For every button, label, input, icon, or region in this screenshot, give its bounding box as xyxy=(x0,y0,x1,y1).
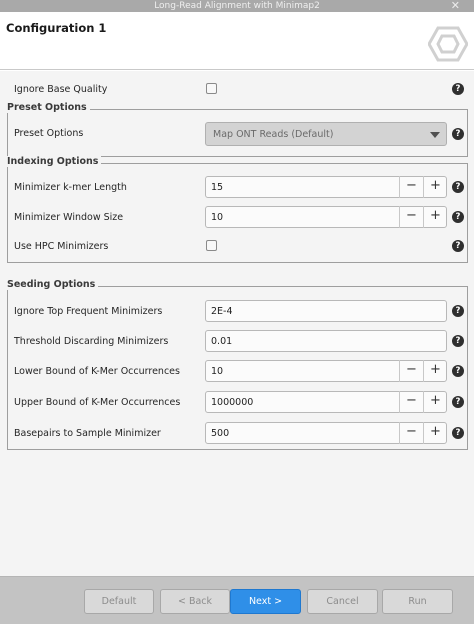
decrement-button[interactable]: − xyxy=(399,391,423,413)
lower-bound-row xyxy=(0,360,474,384)
help-icon[interactable]: ? xyxy=(452,305,464,317)
increment-button[interactable]: + xyxy=(423,391,447,413)
basepairs-row xyxy=(0,422,474,446)
cancel-button[interactable]: Cancel xyxy=(307,589,378,614)
help-icon[interactable]: ? xyxy=(452,128,464,140)
lower-bound-spinbox[interactable] xyxy=(205,360,447,382)
preset-options-select[interactable] xyxy=(205,122,447,146)
upper-bound-value: 1000000 xyxy=(211,397,254,408)
basepairs-value: 500 xyxy=(211,428,230,439)
preset-options-legend: Preset Options xyxy=(7,102,90,113)
minimizer-window-label: Minimizer Window Size xyxy=(14,212,124,223)
decrement-button[interactable]: − xyxy=(399,206,423,228)
run-button[interactable]: Run xyxy=(382,589,453,614)
chevron-down-icon xyxy=(430,132,440,138)
increment-button[interactable]: + xyxy=(423,176,447,198)
title-bar xyxy=(0,0,474,12)
decrement-button[interactable]: − xyxy=(399,360,423,382)
lower-bound-label: Lower Bound of K-Mer Occurrences xyxy=(14,366,180,377)
help-icon[interactable]: ? xyxy=(452,396,464,408)
close-icon[interactable]: ✕ xyxy=(450,0,460,12)
threshold-row xyxy=(0,330,474,354)
ignore-base-quality-row xyxy=(0,78,474,102)
increment-button[interactable]: + xyxy=(423,206,447,228)
hexagon-logo-icon xyxy=(428,26,468,62)
back-button[interactable]: < Back xyxy=(160,589,230,614)
upper-bound-row xyxy=(0,391,474,415)
window-title: Long-Read Alignment with Minimap2 xyxy=(154,1,320,11)
upper-bound-label: Upper Bound of K-Mer Occurrences xyxy=(14,397,181,408)
help-icon[interactable]: ? xyxy=(452,335,464,347)
ignore-base-quality-checkbox[interactable] xyxy=(206,83,217,94)
indexing-options-legend: Indexing Options xyxy=(7,156,101,167)
default-button[interactable]: Default xyxy=(84,589,154,614)
ignore-top-value: 2E-4 xyxy=(211,306,233,317)
threshold-input[interactable] xyxy=(205,330,447,352)
decrement-button[interactable]: − xyxy=(399,422,423,444)
preset-options-row xyxy=(0,122,474,146)
use-hpc-row xyxy=(0,235,474,259)
help-icon[interactable]: ? xyxy=(452,211,464,223)
preset-options-value: Map ONT Reads (Default) xyxy=(213,129,334,140)
page-header xyxy=(0,12,474,70)
seeding-options-legend: Seeding Options xyxy=(7,279,98,290)
preset-options-label: Preset Options xyxy=(14,128,84,139)
lower-bound-value: 10 xyxy=(211,366,224,377)
help-icon[interactable]: ? xyxy=(452,427,464,439)
basepairs-label: Basepairs to Sample Minimizer xyxy=(14,428,161,439)
help-icon[interactable]: ? xyxy=(452,240,464,252)
increment-button[interactable]: + xyxy=(423,360,447,382)
upper-bound-spinbox[interactable] xyxy=(205,391,447,413)
ignore-top-label: Ignore Top Frequent Minimizers xyxy=(14,306,163,317)
minimizer-kmer-label: Minimizer k-mer Length xyxy=(14,182,127,193)
help-icon[interactable]: ? xyxy=(452,365,464,377)
use-hpc-label: Use HPC Minimizers xyxy=(14,241,109,252)
minimizer-window-spinbox[interactable] xyxy=(205,206,447,228)
ignore-top-row xyxy=(0,300,474,324)
minimizer-window-value: 10 xyxy=(211,212,224,223)
use-hpc-checkbox[interactable] xyxy=(206,240,217,251)
wizard-footer xyxy=(0,576,474,624)
ignore-top-input[interactable] xyxy=(205,300,447,322)
minimizer-kmer-value: 15 xyxy=(211,182,224,193)
basepairs-spinbox[interactable] xyxy=(205,422,447,444)
increment-button[interactable]: + xyxy=(423,422,447,444)
minimizer-kmer-spinbox[interactable] xyxy=(205,176,447,198)
threshold-value: 0.01 xyxy=(211,336,233,347)
help-icon[interactable]: ? xyxy=(452,181,464,193)
options-panel xyxy=(0,71,474,576)
threshold-label: Threshold Discarding Minimizers xyxy=(14,336,169,347)
page-title: Configuration 1 xyxy=(6,21,107,35)
minimizer-kmer-row xyxy=(0,176,474,200)
next-button[interactable]: Next > xyxy=(230,589,301,614)
help-icon[interactable]: ? xyxy=(452,83,464,95)
decrement-button[interactable]: − xyxy=(399,176,423,198)
ignore-base-quality-label: Ignore Base Quality xyxy=(14,84,108,95)
minimizer-window-row xyxy=(0,206,474,230)
